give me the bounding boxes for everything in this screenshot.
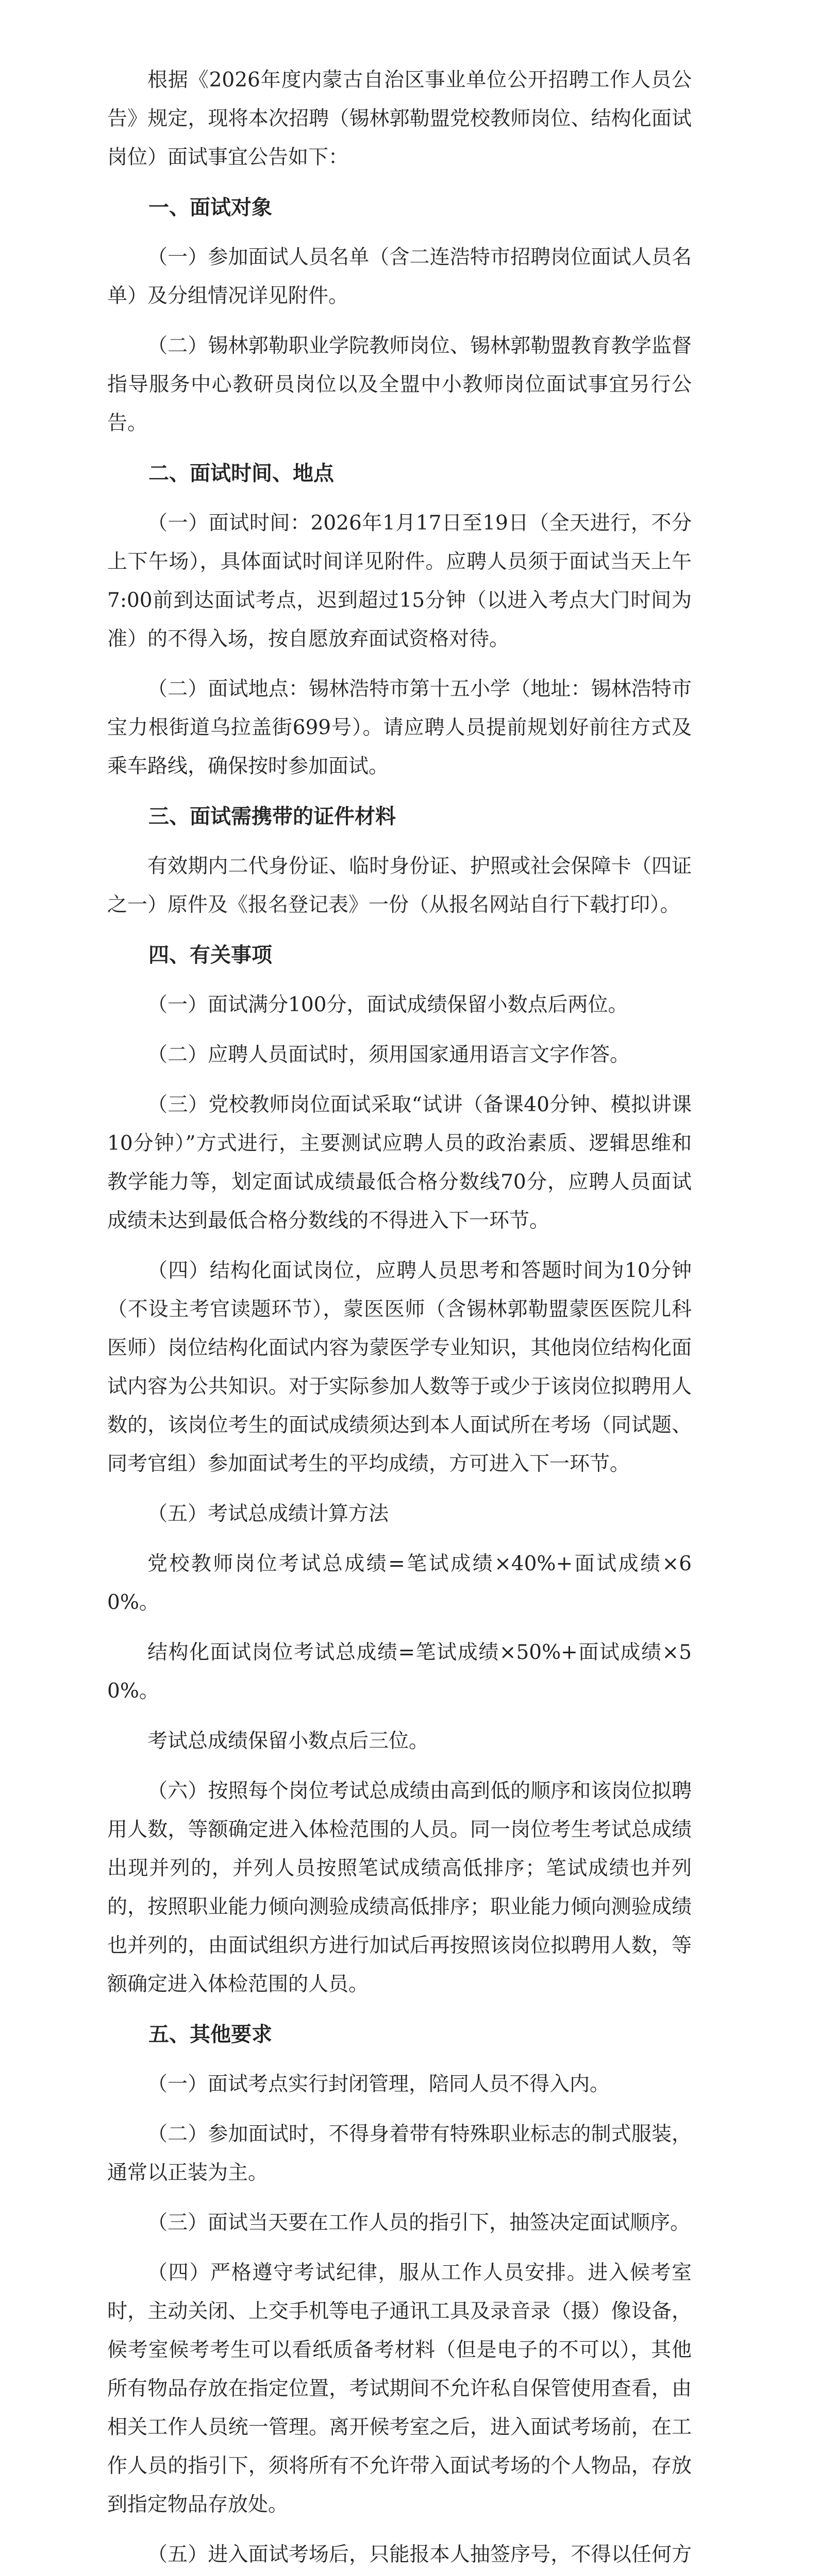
paragraph: （四）结构化面试岗位，应聘人员思考和答题时间为10分钟（不设主考官读题环节），蒙医医师（含锡林郭勒盟蒙医医院儿科医师）岗位结构化面试内容为蒙医学专业知识，其他岗位结构化面试内容为公共知识。对于实际参加人数等于或少于该岗位拟聘用人数的，该岗位考生的面试成绩须达到本人面试所在考场（同试题、同考官组）参加面试考生的平均成绩，方可进入下一环节。 (107, 1259, 692, 1476)
paragraph: （一）面试考点实行封闭管理，陪同人员不得入内。 (147, 2073, 610, 2096)
section-heading: 五、其他要求 (148, 2022, 272, 2046)
section-required-documents (107, 797, 692, 924)
paragraph: （二）锡林郭勒职业学院教师岗位、锡林郭勒盟教育教学监督指导服务中心教研员岗位以及全盟中小教师岗位面试事宜另行公告。 (107, 334, 692, 435)
paragraph: （一）参加面试人员名单（含二连浩特市招聘岗位面试人员名单）及分组情况详见附件。 (107, 246, 692, 308)
section-heading: 一、面试对象 (148, 195, 272, 219)
paragraph: （三）面试当天要在工作人员的指引下，抽签决定面试顺序。 (147, 2211, 691, 2234)
formula-paragraph: 党校教师岗位考试总成绩=笔试成绩×40%+面试成绩×60%。 (107, 1552, 692, 1614)
paragraph: （五）考试总成绩计算方法 (147, 1502, 389, 1526)
paragraph: 有效期内二代身份证、临时身份证、护照或社会保障卡（四证之一）原件及《报名登记表》一份（从报名网站自行下载打印）。 (107, 855, 692, 917)
paragraph: （二）参加面试时，不得身着带有特殊职业标志的制式服装，通常以正装为主。 (107, 2123, 692, 2184)
section-other-requirements (107, 2015, 692, 2576)
section-related-matters (107, 936, 692, 2004)
section-heading: 四、有关事项 (148, 943, 272, 967)
formula-paragraph: 结构化面试岗位考试总成绩=笔试成绩×50%+面试成绩×50%。 (107, 1641, 692, 1703)
paragraph: （二）面试地点：锡林浩特市第十五小学（地址：锡林浩特市宝力根街道乌拉盖街699号）。请应聘人员提前规划好前往方式及乘车路线，确保按时参加面试。 (107, 677, 692, 778)
paragraph: （六）按照每个岗位考试总成绩由高到低的顺序和该岗位拟聘用人数，等额确定进入体检范围的人员。同一岗位考生考试总成绩出现并列的，并列人员按照笔试成绩高低排序；笔试成绩也并列的，按照职业能力倾向测验成绩高低排序；职业能力倾向测验成绩也并列的，由面试组织方进行加试后再按照该岗位拟聘用人数，等额确定进入体检范围的人员。 (107, 1780, 692, 1996)
paragraph: （二）应聘人员面试时，须用国家通用语言文字作答。 (147, 1043, 630, 1066)
paragraph: （三）党校教师岗位面试采取“试讲（备课40分钟、模拟讲课10分钟）”方式进行，主要测试应聘人员的政治素质、逻辑思维和教学能力等，划定面试成绩最低合格分数线70分，应聘人员面试成绩未达到最低合格分数线的不得进入下一环节。 (107, 1093, 692, 1232)
section-heading: 二、面试时间、地点 (148, 461, 334, 485)
section-heading: 三、面试需携带的证件材料 (148, 804, 396, 828)
paragraph: 考试总成绩保留小数点后三位。 (147, 1730, 429, 1753)
paragraph: （一）面试时间：2026年1月17日至19日（全天进行，不分上下午场），具体面试时间详见附件。应聘人员须于面试当天上午7:00前到达面试考点，迟到超过15分钟（以进入考点大门时间为准）的不得入场，按自愿放弃面试资格对待。 (107, 512, 692, 651)
paragraph: （五）进入面试考场后，只能报本人抽签序号，不得以任何方 (147, 2543, 692, 2566)
section-time-place (107, 454, 692, 786)
paragraph: （一）面试满分100分，面试成绩保留小数点后两位。 (147, 993, 628, 1016)
paragraph: （四）严格遵守考试纪律，服从工作人员安排。进入候考室时，主动关闭、上交手机等电子通讯工具及录音录（摄）像设备，候考室候考考生可以看纸质备考材料（但是电子的不可以），其他所有物品存放在指定位置，考试期间不允许私自保管使用查看，由相关工作人员统一管理。离开候考室之后，进入面试考场前，在工作人员的指引下，须将所有不允许带入面试考场的个人物品，存放到指定物品存放处。 (107, 2261, 692, 2516)
intro-paragraph: 根据《2026年度内蒙古自治区事业单位公开招聘工作人员公告》规定，现将本次招聘（锡林郭勒盟党校教师岗位、结构化面试岗位）面试事宜公告如下： (107, 69, 692, 169)
section-interview-targets (107, 188, 692, 443)
